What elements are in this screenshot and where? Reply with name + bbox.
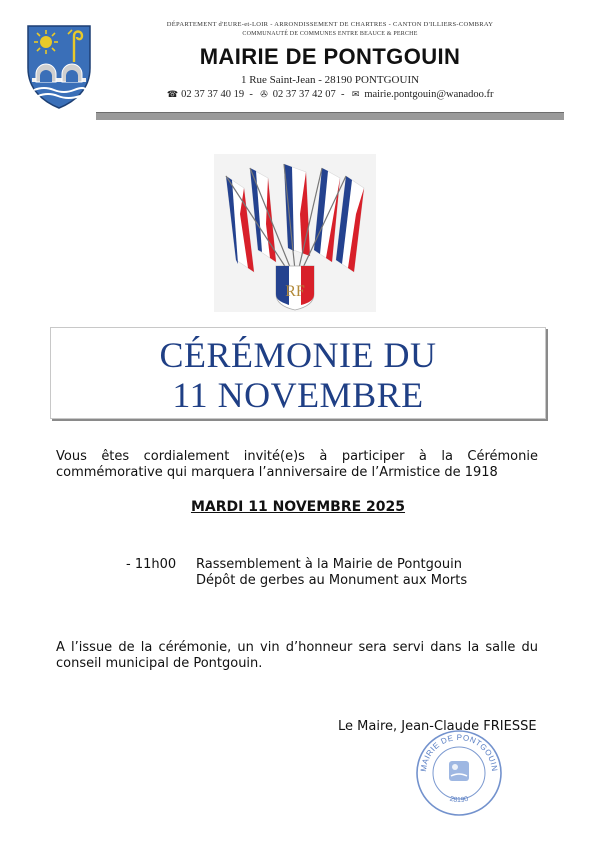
svg-text:28190 — [449, 796, 469, 804]
contact-separator: - — [340, 89, 345, 100]
stamp-postcode: 28190 — [448, 795, 470, 805]
email-icon: ✉ — [351, 89, 360, 99]
flag-icon — [284, 164, 310, 256]
ceremony-title-line-2: 11 NOVEMBRE — [172, 375, 424, 415]
department-line: DÉPARTEMENT d'EURE-et-LOIR - ARRONDISSEMENT DE CHARTRES - CANTON D'ILLIERS-COMBRAY — [166, 21, 494, 28]
fax-number: 02 37 37 42 07 — [272, 89, 336, 100]
schedule-item: Dépôt de gerbes au Monument aux Morts — [196, 573, 468, 588]
mayor-signature: Le Maire, Jean-Claude FRIESSE — [338, 719, 537, 734]
contact-separator: - — [249, 89, 253, 100]
phone-icon: ☎ — [166, 89, 179, 99]
ceremony-title-line-1: CÉRÉMONIE DU — [159, 335, 437, 375]
invitation-text-line-1: Vous êtes cordialement invité(e)s à participer à la Cérémonie — [56, 449, 538, 464]
ceremony-title-box — [50, 327, 546, 419]
french-flags-illustration — [214, 154, 376, 312]
municipal-crest-logo — [24, 22, 94, 110]
contact-line — [100, 89, 560, 100]
header-divider — [96, 112, 564, 120]
community-line: COMMUNAUTÉ DE COMMUNES ENTRE BEAUCE & PERCHE — [242, 31, 418, 37]
town-hall-name: MAIRIE DE PONTGOUIN — [199, 44, 461, 69]
invitation-text-line-2: commémorative qui marquera l’anniversaire de l’Armistice de 1918 — [56, 465, 498, 480]
schedule-item: Rassemblement à la Mairie de Pontgouin — [196, 557, 462, 572]
rf-emblem-text: RF — [285, 283, 305, 300]
official-stamp — [414, 728, 504, 818]
closing-text-line-1: A l’issue de la cérémonie, un vin d’honneur sera servi dans la salle du — [56, 640, 538, 655]
stamp-text: MAIRIE DE PONTGOUIN — [418, 732, 500, 773]
fax-icon: ✇ — [260, 89, 268, 99]
closing-text-line-2: conseil municipal de Pontgouin. — [56, 656, 263, 671]
sun-icon — [34, 30, 58, 54]
town-hall-address: 1 Rue Saint-Jean - 28190 PONTGOUIN — [240, 74, 420, 86]
phone-number: 02 37 37 40 19 — [181, 89, 245, 100]
stamp-crest-icon — [449, 761, 469, 781]
schedule-time: - 11h00 — [126, 557, 177, 572]
email-address: mairie.pontgouin@wanadoo.fr — [364, 89, 494, 100]
ceremony-date: MARDI 11 NOVEMBRE 2025 — [190, 499, 406, 515]
